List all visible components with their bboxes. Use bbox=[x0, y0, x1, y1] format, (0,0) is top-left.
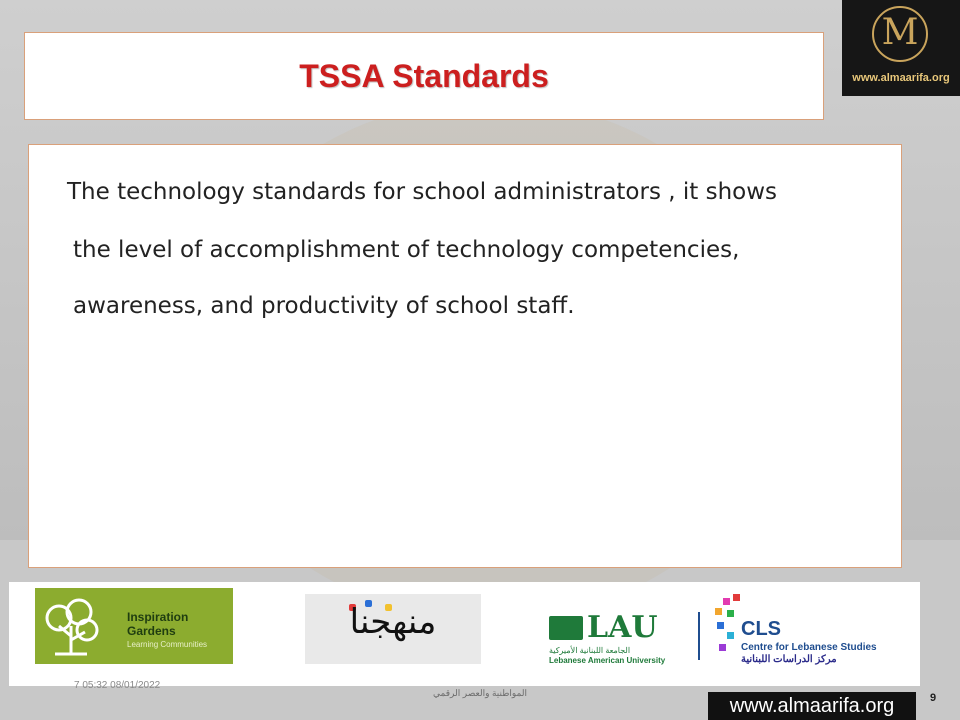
lau-word: LAU bbox=[587, 610, 658, 645]
manhajuna-logo bbox=[305, 594, 481, 664]
body-line-2: the level of accomplishment of technology competencies, bbox=[73, 237, 740, 263]
brand-url-bottom[interactable]: www.almaarifa.org bbox=[708, 692, 916, 720]
learning-communities-label: Learning Communities bbox=[127, 640, 208, 649]
blue-square-icon bbox=[717, 622, 724, 629]
manhajuna-text: منهجنا bbox=[349, 602, 437, 642]
logo-divider bbox=[698, 612, 700, 660]
slide-title: TSSA Standards bbox=[299, 57, 549, 94]
footer-center-text: المواطنية والعصر الرقمي bbox=[433, 688, 527, 698]
lau-logo bbox=[549, 608, 699, 668]
orange-square-icon bbox=[715, 608, 722, 615]
cls-logo bbox=[709, 592, 899, 672]
almaarifa-m-icon: M bbox=[872, 6, 928, 62]
purple-square-icon bbox=[719, 644, 726, 651]
pink-square-icon bbox=[723, 598, 730, 605]
slide-number: 9 bbox=[930, 692, 937, 704]
content-box bbox=[28, 144, 902, 568]
cyan-square-icon bbox=[727, 632, 734, 639]
brand-url-top: www.almaarifa.org bbox=[852, 72, 950, 84]
footer-date: 7 05:32 08/01/2022 bbox=[74, 680, 161, 689]
title-box bbox=[24, 32, 824, 120]
cls-english-name: Centre for Lebanese Studies bbox=[741, 642, 877, 653]
cls-word: CLS bbox=[741, 618, 781, 640]
gardens-label: Gardens bbox=[127, 624, 176, 638]
cls-arabic-name: مركز الدراسات اللبنانية bbox=[741, 654, 837, 665]
almaarifa-logo bbox=[842, 0, 960, 96]
lau-english-name: Lebanese American University bbox=[549, 656, 666, 665]
inspiration-label: Inspiration bbox=[127, 610, 189, 624]
inspiration-gardens-logo bbox=[35, 588, 233, 664]
body-line-3: awareness, and productivity of school staff. bbox=[73, 293, 575, 319]
body-line-1: The technology standards for school administrators , it shows bbox=[67, 179, 778, 205]
partner-logos-bar bbox=[9, 582, 920, 686]
red-square-icon bbox=[733, 594, 740, 601]
lau-emblem-icon bbox=[549, 616, 583, 640]
green-square-icon bbox=[727, 610, 734, 617]
tree-icon bbox=[41, 596, 101, 656]
lau-arabic-name: الجامعة اللبنانية الأميركية bbox=[549, 646, 631, 655]
